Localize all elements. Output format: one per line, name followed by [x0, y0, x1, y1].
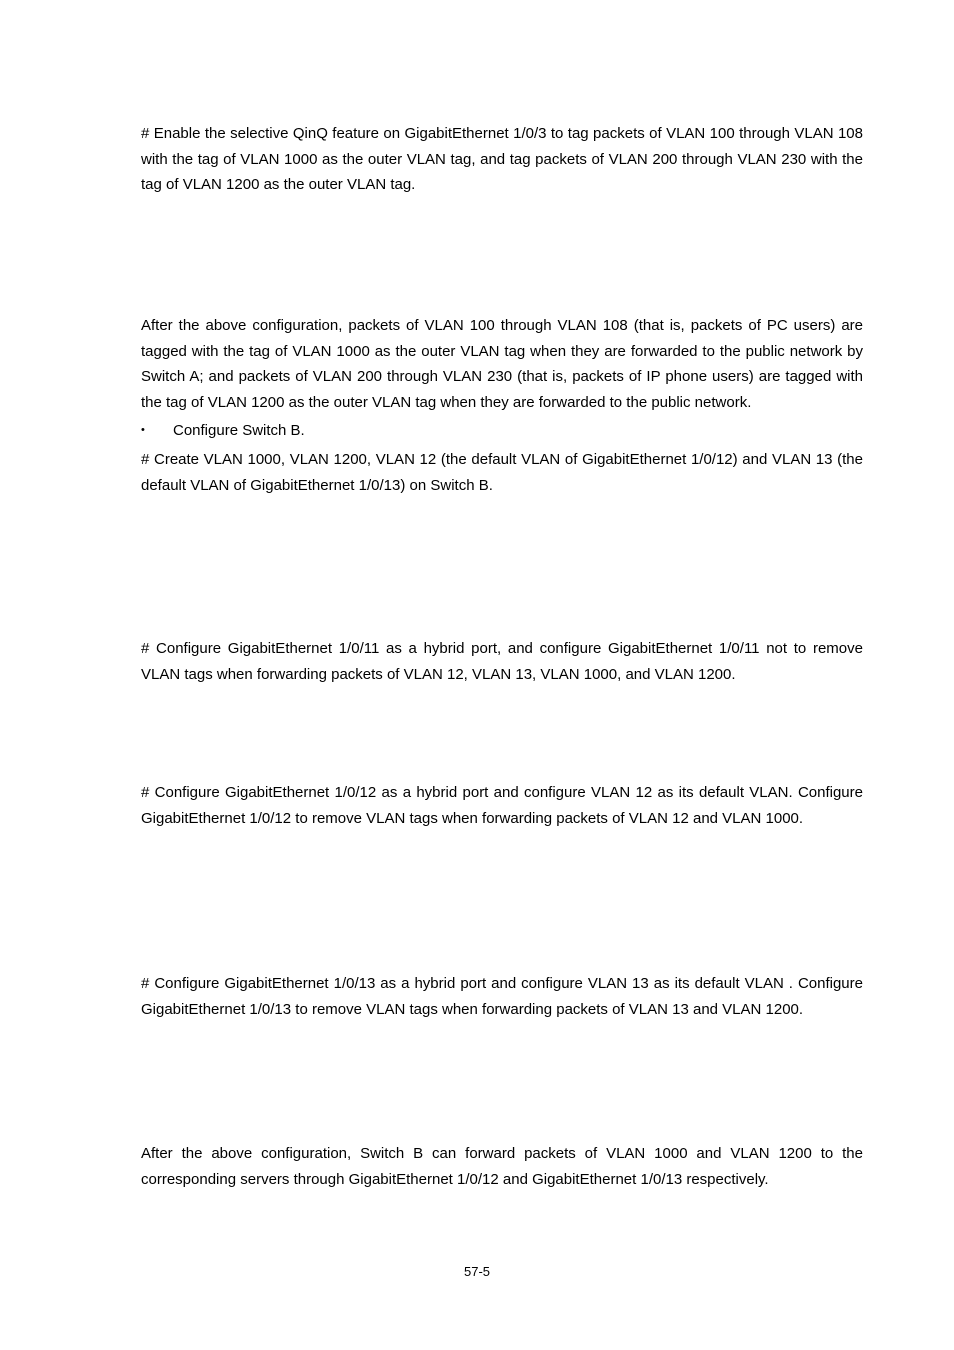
- paragraph-switch-a-result: After the above configuration, packets of VLAN 100 through VLAN 108 (that is, packets of PC users) are tagged with the tag of VLAN 1000 as the outer VLAN tag when they are forwarded to the public network by Switch A; and packets of VLAN 200 through VLAN 230 (that is, packets of IP phone users) are tagged with the tag of VLAN 1200 as the outer VLAN tag when they are forwarded to the public network.: [141, 317, 863, 411]
- paragraph-create-vlans: # Create VLAN 1000, VLAN 1200, VLAN 12 (the default VLAN of GigabitEthernet 1/0/12) and VLAN 13 (the default VLAN of GigabitEthernet 1/0/13) on Switch B.: [141, 451, 863, 494]
- paragraph-configure-port-11: # Configure GigabitEthernet 1/0/11 as a hybrid port, and configure GigabitEthernet 1/0/11 not to remove VLAN tags when forwarding packets of VLAN 12, VLAN 13, VLAN 1000, and VLAN 1200.: [141, 640, 863, 683]
- paragraph-configure-port-13: # Configure GigabitEthernet 1/0/13 as a hybrid port and configure VLAN 13 as its default VLAN . Configure GigabitEthernet 1/0/13 to remove VLAN tags when forwarding packets of VLAN 13 and VLAN 1200.: [141, 975, 863, 1018]
- paragraph-configure-port-12: # Configure GigabitEthernet 1/0/12 as a hybrid port and configure VLAN 12 as its default VLAN. Configure GigabitEthernet 1/0/12 to remove VLAN tags when forwarding packets of VLAN 12 and VLAN 1000.: [141, 784, 863, 827]
- bullet-marker: •: [141, 424, 145, 436]
- page-number: 57-5: [463, 1264, 491, 1279]
- bullet-label: Configure Switch B.: [173, 422, 305, 439]
- paragraph-enable-selective-qinq: # Enable the selective QinQ feature on GigabitEthernet 1/0/3 to tag packets of VLAN 100 through VLAN 108 with the tag of VLAN 1000 as the outer VLAN tag, and tag packets of VLAN 200 through VLAN 230 with the tag of VLAN 1200 as the outer VLAN tag.: [141, 125, 863, 194]
- paragraph-switch-b-result: After the above configuration, Switch B can forward packets of VLAN 1000 and VLAN 1200 to the corresponding servers through GigabitEthernet 1/0/12 and GigabitEthernet 1/0/13 respectively.: [141, 1145, 863, 1188]
